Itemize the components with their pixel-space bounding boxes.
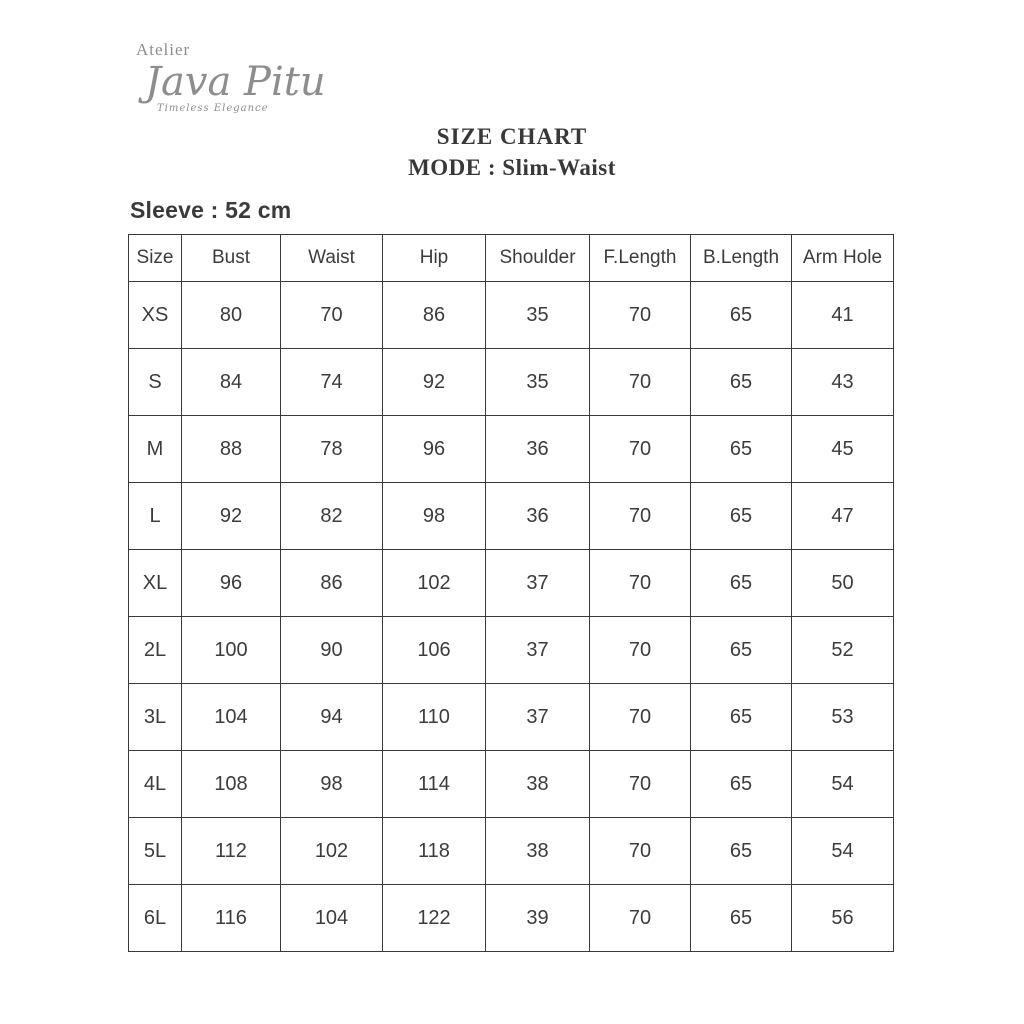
measurement-cell: 65 (691, 684, 792, 751)
measurement-cell: 100 (182, 617, 281, 684)
measurement-cell: 112 (182, 818, 281, 885)
measurement-cell: 70 (590, 818, 691, 885)
column-header: Hip (383, 235, 486, 282)
measurement-cell: 86 (383, 282, 486, 349)
measurement-cell: 70 (590, 617, 691, 684)
table-row (129, 885, 894, 952)
page-title: SIZE CHART (436, 124, 588, 149)
measurement-cell: 74 (281, 349, 383, 416)
measurement-cell: 70 (590, 684, 691, 751)
measurement-cell: 110 (383, 684, 486, 751)
size-chart-table (128, 234, 894, 952)
column-header: Size (129, 235, 182, 282)
measurement-cell: 94 (281, 684, 383, 751)
table-body (129, 282, 894, 952)
measurement-cell: 70 (590, 550, 691, 617)
measurement-cell: 38 (486, 818, 590, 885)
measurement-cell: 45 (792, 416, 894, 483)
measurement-cell: 102 (383, 550, 486, 617)
measurement-cell: 70 (590, 751, 691, 818)
measurement-cell: 70 (590, 885, 691, 952)
measurement-cell: 36 (486, 483, 590, 550)
measurement-cell: 96 (182, 550, 281, 617)
measurement-cell: 104 (281, 885, 383, 952)
measurement-cell: 65 (691, 751, 792, 818)
size-cell: 2L (129, 617, 182, 684)
measurement-cell: 39 (486, 885, 590, 952)
measurement-cell: 82 (281, 483, 383, 550)
measurement-cell: 70 (590, 483, 691, 550)
measurement-cell: 86 (281, 550, 383, 617)
table-row (129, 818, 894, 885)
measurement-cell: 65 (691, 617, 792, 684)
title-block (0, 124, 1024, 181)
column-header: Shoulder (486, 235, 590, 282)
brand-tagline-text: Timeless Elegance (157, 103, 269, 114)
size-cell: S (129, 349, 182, 416)
table-row (129, 282, 894, 349)
table-header-row (129, 235, 894, 282)
table-row (129, 617, 894, 684)
column-header: F.Length (590, 235, 691, 282)
measurement-cell: 102 (281, 818, 383, 885)
measurement-cell: 65 (691, 885, 792, 952)
measurement-cell: 54 (792, 818, 894, 885)
table-row (129, 349, 894, 416)
measurement-cell: 88 (182, 416, 281, 483)
measurement-cell: 80 (182, 282, 281, 349)
measurement-cell: 108 (182, 751, 281, 818)
measurement-cell: 37 (486, 684, 590, 751)
size-cell: 5L (129, 818, 182, 885)
measurement-cell: 65 (691, 349, 792, 416)
measurement-cell: 37 (486, 550, 590, 617)
measurement-cell: 90 (281, 617, 383, 684)
size-cell: 6L (129, 885, 182, 952)
size-cell: 3L (129, 684, 182, 751)
size-cell: L (129, 483, 182, 550)
measurement-cell: 104 (182, 684, 281, 751)
measurement-cell: 56 (792, 885, 894, 952)
measurement-cell: 54 (792, 751, 894, 818)
size-cell: M (129, 416, 182, 483)
table-row (129, 416, 894, 483)
measurement-cell: 65 (691, 550, 792, 617)
measurement-cell: 65 (691, 818, 792, 885)
column-header: B.Length (691, 235, 792, 282)
measurement-cell: 50 (792, 550, 894, 617)
table-row (129, 483, 894, 550)
measurement-cell: 38 (486, 751, 590, 818)
column-header: Arm Hole (792, 235, 894, 282)
column-header: Waist (281, 235, 383, 282)
measurement-cell: 70 (590, 416, 691, 483)
measurement-cell: 52 (792, 617, 894, 684)
column-header: Bust (182, 235, 281, 282)
measurement-cell: 36 (486, 416, 590, 483)
measurement-cell: 53 (792, 684, 894, 751)
measurement-cell: 122 (383, 885, 486, 952)
page-subtitle: MODE : Slim-Waist (408, 155, 616, 180)
table-row (129, 751, 894, 818)
measurement-cell: 92 (383, 349, 486, 416)
measurement-cell: 41 (792, 282, 894, 349)
measurement-cell: 70 (590, 282, 691, 349)
measurement-cell: 47 (792, 483, 894, 550)
measurement-cell: 43 (792, 349, 894, 416)
measurement-cell: 65 (691, 483, 792, 550)
measurement-cell: 118 (383, 818, 486, 885)
brand-atelier-text: Atelier (136, 40, 191, 59)
table-row (129, 684, 894, 751)
measurement-cell: 35 (486, 282, 590, 349)
measurement-cell: 65 (691, 282, 792, 349)
measurement-cell: 92 (182, 483, 281, 550)
size-cell: XL (129, 550, 182, 617)
measurement-cell: 70 (590, 349, 691, 416)
measurement-cell: 70 (281, 282, 383, 349)
brand-logo (133, 40, 393, 114)
measurement-cell: 98 (383, 483, 486, 550)
size-cell: 4L (129, 751, 182, 818)
measurement-cell: 78 (281, 416, 383, 483)
table-row (129, 550, 894, 617)
measurement-cell: 65 (691, 416, 792, 483)
measurement-cell: 114 (383, 751, 486, 818)
size-cell: XS (129, 282, 182, 349)
measurement-cell: 98 (281, 751, 383, 818)
measurement-cell: 35 (486, 349, 590, 416)
measurement-cell: 96 (383, 416, 486, 483)
measurement-cell: 84 (182, 349, 281, 416)
sleeve-note: Sleeve : 52 cm (130, 197, 292, 223)
measurement-cell: 106 (383, 617, 486, 684)
measurement-cell: 37 (486, 617, 590, 684)
measurement-cell: 116 (182, 885, 281, 952)
brand-name-text: Java Pitu (145, 59, 326, 105)
